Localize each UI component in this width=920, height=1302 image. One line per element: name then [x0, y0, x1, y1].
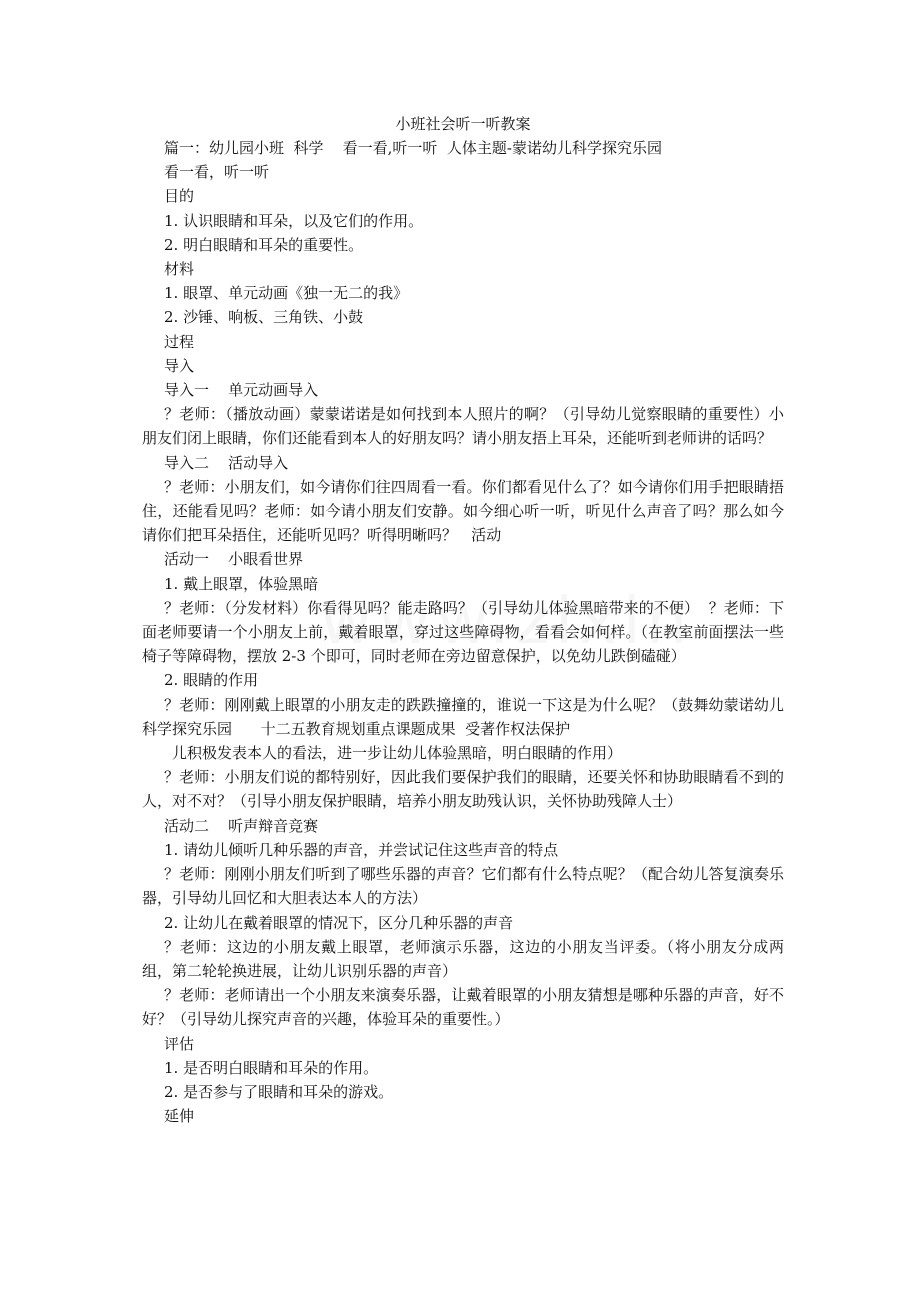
paragraph: 2. 眼睛的作用	[164, 671, 259, 690]
paragraph: ？老师：小朋友们说的都特别好，因此我们要保护我们的眼睛，还要关怀和协助眼睛看不到的人，对不对？（引导小朋友保护眼睛，培养小朋友助残认识，关怀协助残障人士）	[142, 768, 784, 811]
paragraph: ？老师：这边的小朋友戴上眼罩，老师演示乐器，这边的小朋友当评委。（将小朋友分成两组，第二轮轮换进展，让幼儿识别乐器的声音）	[142, 937, 784, 980]
paragraph: ？老师：刚刚小朋友们听到了哪些乐器的声音？它们都有什么特点呢？（配合幼儿答复演奏乐器，引导幼儿回忆和大胆表达本人的方法）	[142, 865, 784, 908]
paragraph: 导入	[164, 356, 195, 375]
paragraph: 2. 是否参与了眼睛和耳朵的游戏。	[164, 1082, 394, 1101]
paragraph: 儿积极发表本人的看法，进一步让幼儿体验黑暗，明白眼睛的作用）	[172, 744, 623, 763]
paragraph: 看一看，听一听	[164, 163, 270, 182]
paragraph: ？老师：刚刚戴上眼罩的小朋友走的跌跌撞撞的，谁说一下这是为什么呢？（鼓舞幼蒙诺幼儿科学探究乐园 十二五教育规划重点课题成果 受著作权法保护	[142, 695, 784, 738]
paragraph: ？老师：（播放动画）蒙蒙诺诺是如何找到本人照片的啊？（引导幼儿觉察眼睛的重要性）小朋友们闭上眼睛，你们还能看到本人的好朋友吗？请小朋友捂上耳朵，还能听到老师讲的话吗？	[142, 405, 784, 448]
paragraph: 1. 戴上眼罩，体验黑暗	[164, 574, 319, 593]
paragraph-list	[142, 136, 784, 1128]
paragraph: 材料	[164, 260, 195, 279]
paragraph: ？老师：小朋友们，如今请你们往四周看一看。你们都看见什么了？如今请你们用手把眼睛捂住，还能看见吗？老师：如今请小朋友们安静。如今细心听一听，听见什么声音了吗？那么如今请你们把耳朵捂住，还能听见吗？听得明晰吗？ 活动	[142, 477, 784, 545]
paragraph: 篇一：幼儿园小班 科学 看一看,听一听 人体主题-蒙诺幼儿科学探究乐园	[164, 139, 662, 157]
paragraph: 1. 眼罩、单元动画《独一无二的我》	[164, 284, 409, 303]
paragraph: 导入二 活动导入	[164, 453, 289, 472]
paragraph: ？老师：老师请出一个小朋友来演奏乐器，让戴着眼罩的小朋友猜想是哪种乐器的声音，好不好？（引导幼儿探究声音的兴趣，体验耳朵的重要性。）	[142, 986, 784, 1029]
document-title: 小班社会听一听教案	[395, 115, 531, 133]
paragraph: 2. 让幼儿在戴着眼罩的情况下，区分几种乐器的声音	[164, 913, 514, 932]
paragraph: 2. 明白眼睛和耳朵的重要性。	[164, 235, 364, 254]
paragraph: ？老师：（分发材料）你看得见吗？能走路吗？（引导幼儿体验黑暗带来的不便） ？老师：下面老师要请一个小朋友上前，戴着眼罩，穿过这些障碍物，看看会如何样。（在教室前面摆法一些椅子等障碍物，摆放 2-3 个即可，同时老师在旁边留意保护，以免幼儿跌倒磕碰）	[142, 598, 784, 666]
paragraph: 目的	[164, 187, 195, 206]
paragraph: 导入一 单元动画导入	[164, 381, 319, 400]
paragraph: 活动一 小眼看世界	[164, 550, 304, 569]
paragraph: 1. 请幼儿倾听几种乐器的声音，并尝试记住这些声音的特点	[164, 840, 559, 859]
document-body	[142, 112, 784, 1128]
paragraph: 过程	[164, 332, 195, 351]
paragraph: 2. 沙锤、响板、三角铁、小鼓	[164, 308, 364, 327]
paragraph: 活动二 听声辩音竞赛	[164, 816, 319, 835]
paragraph: 评估	[164, 1034, 195, 1053]
paragraph: 1. 认识眼睛和耳朵，以及它们的作用。	[164, 211, 424, 230]
paragraph: 延伸	[164, 1107, 195, 1126]
paragraph: 1. 是否明白眼睛和耳朵的作用。	[164, 1058, 379, 1077]
